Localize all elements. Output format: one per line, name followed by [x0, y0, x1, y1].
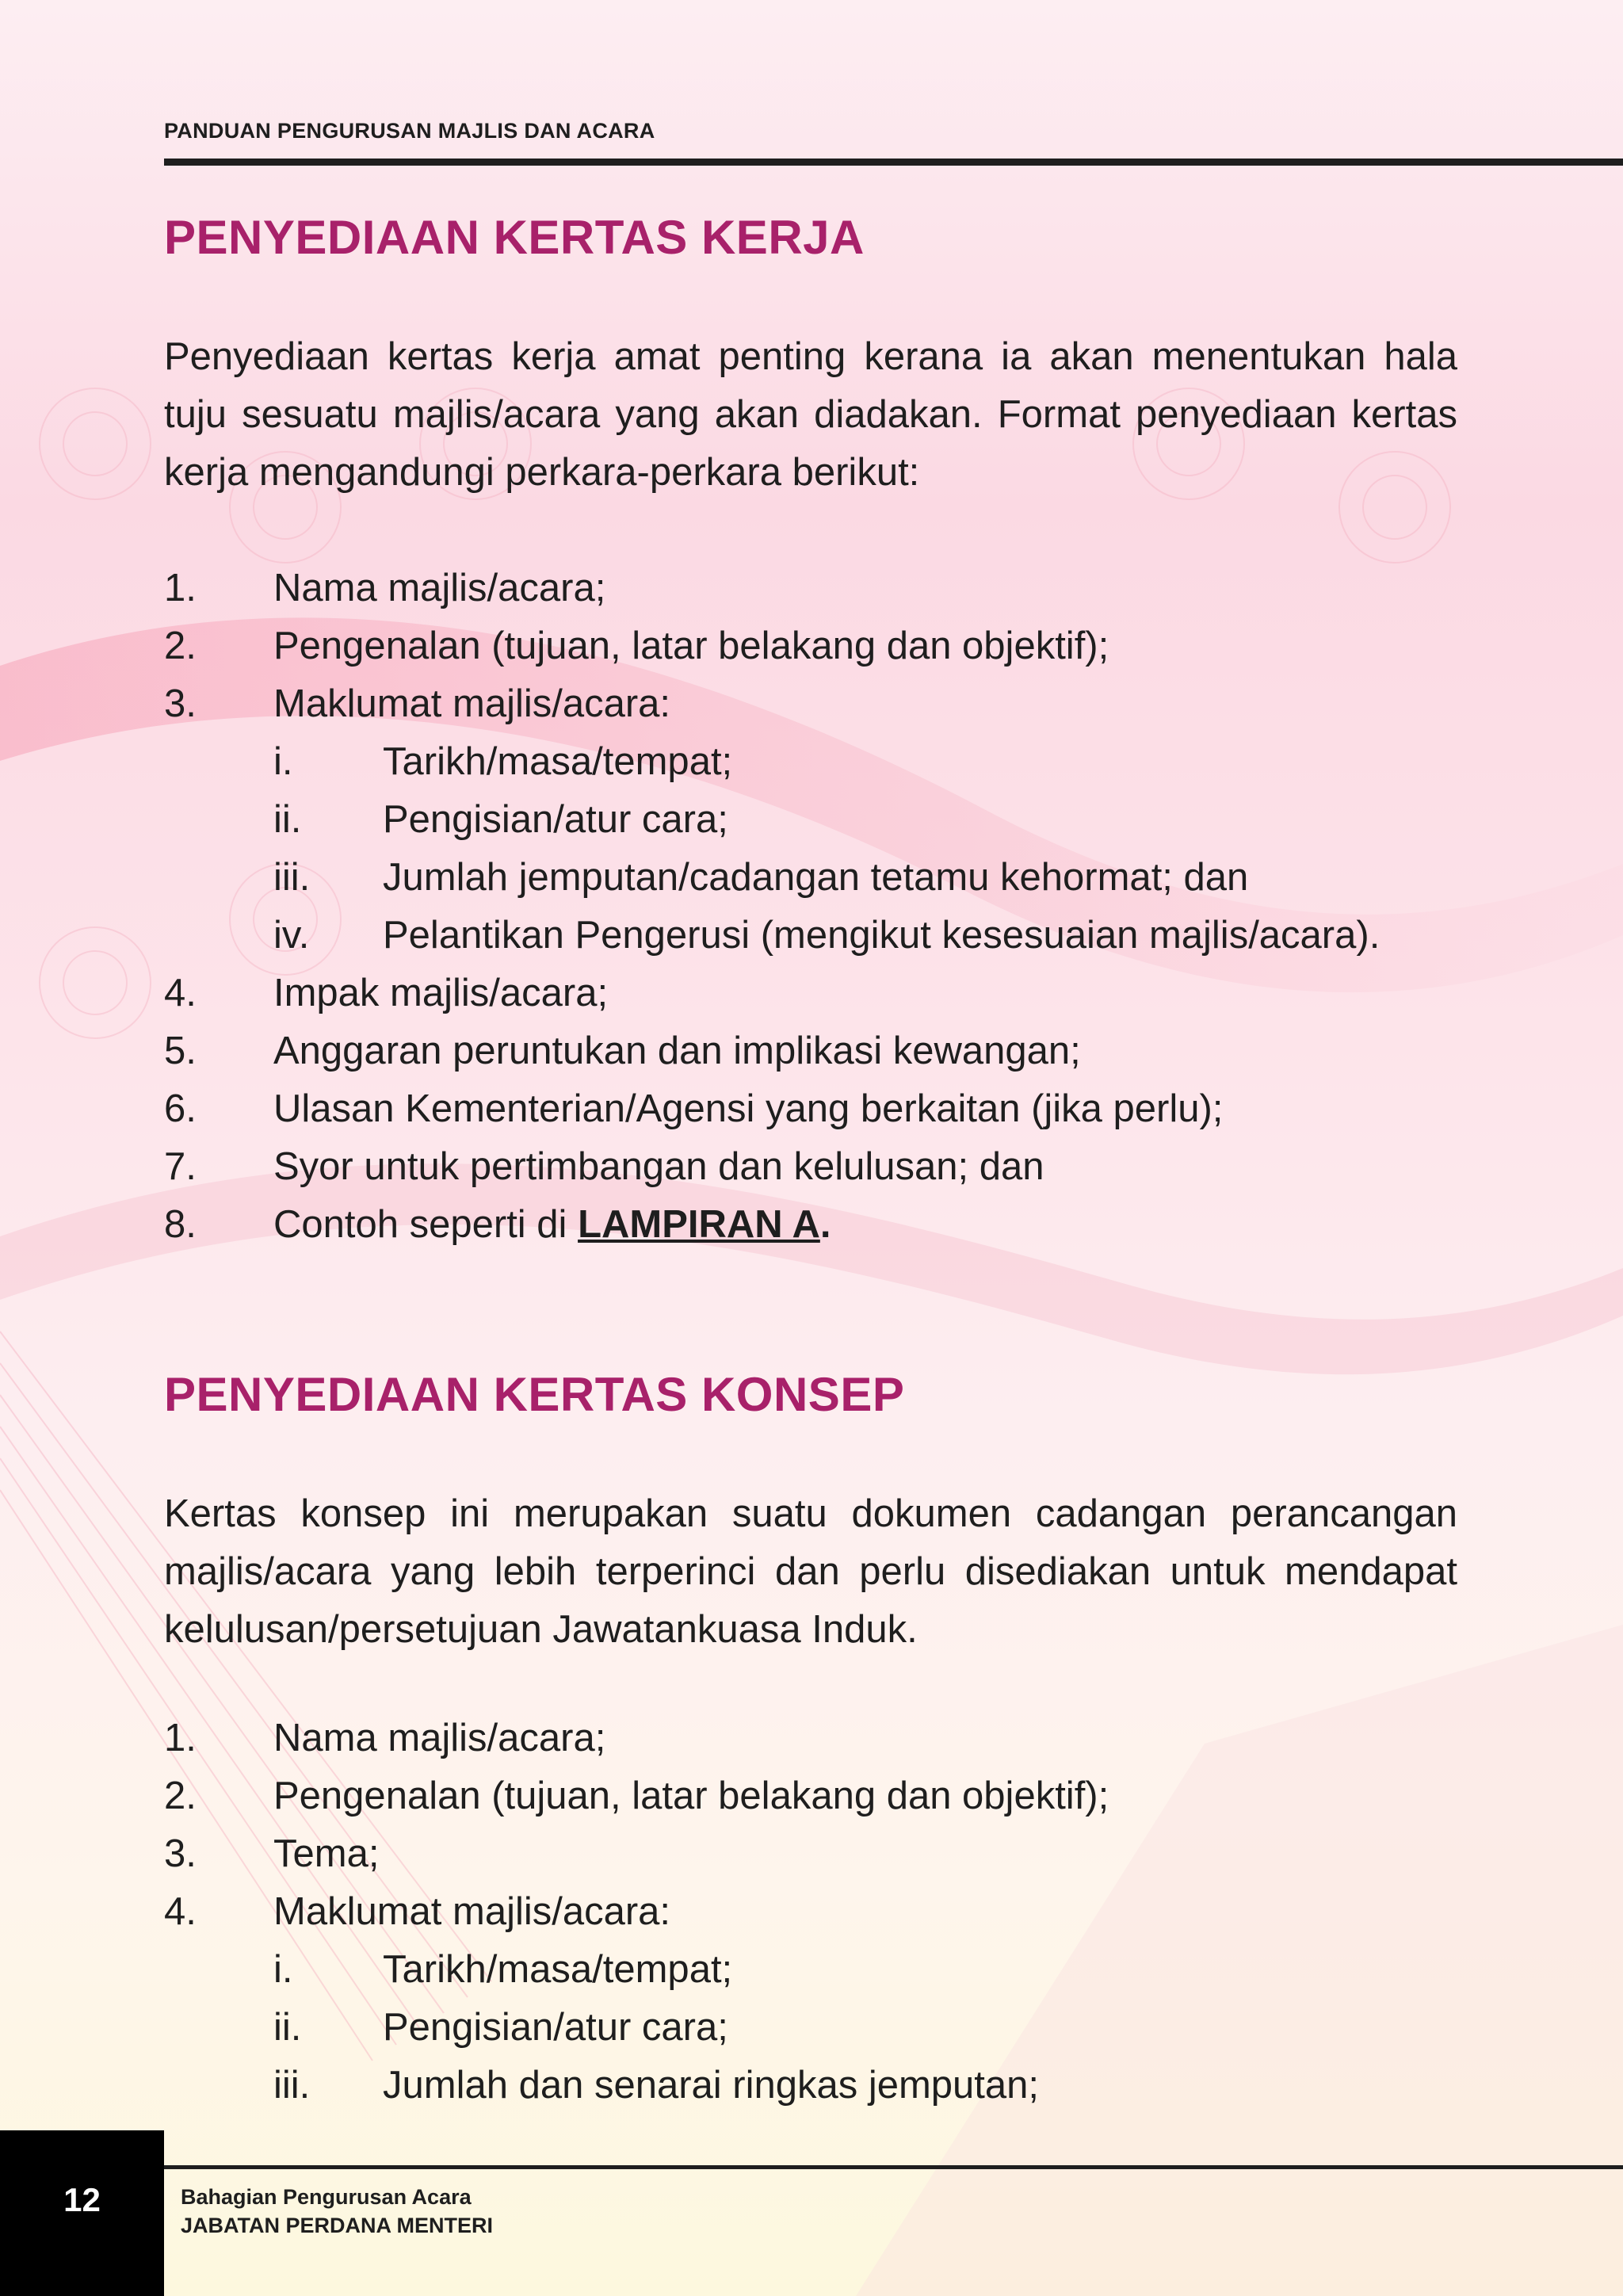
lampiran-a-reference: LAMPIRAN A	[578, 1203, 820, 1246]
page-number: 12	[63, 2181, 101, 2218]
footer-rule	[164, 2165, 1623, 2169]
section-intro-kertas-konsep: Kertas konsep ini merupakan suatu dokumen cadangan perancangan majlis/acara yang lebih terperinci dan perlu disediakan untuk mendapat kelulusan/persetujuan Jawatankuasa Induk.	[164, 1492, 1457, 1651]
running-header: PANDUAN PENGURUSAN MAJLIS DAN ACARA	[164, 119, 655, 143]
section-intro-kertas-kerja: Penyediaan kertas kerja amat penting kerana ia akan menentukan hala tuju sesuatu majlis/acara yang akan diadakan. Format penyediaan kertas kerja mengandungi perkara-perkara berikut:	[164, 335, 1457, 494]
header-rule	[164, 159, 1623, 166]
section-heading-kertas-kerja: PENYEDIAAN KERTAS KERJA	[164, 211, 865, 264]
footer-organization: JABATAN PERDANA MENTERI	[181, 2214, 494, 2237]
page: PANDUAN PENGURUSAN MAJLIS DAN ACARA PENYEDIAAN KERTAS KERJA Penyediaan kertas kerja amat penting kerana ia akan menentukan hala tuju sesuatu majlis/acara yang akan diadakan. Format penyediaan kertas kerja mengandungi perkara-perkara berikut: 1. Nama majlis/acara; 2. Pengenalan (tujuan, latar belakang dan objektif); 3. Maklumat majlis/acara: i. Tarikh/masa/tempat; ii. Pengisian/atur cara; iii. Jumlah jemputan/cadangan tetamu kehormat; dan iv. Pelantikan Pengerusi (mengikut kesesuaian majlis/acara). 4. Impak majlis/acara; 5. Anggaran peruntukan dan implikasi kewangan; 6. Ulasan Kementerian/Agensi yang berkaitan (jika perlu); 7. Syor untuk pertimbangan dan kelulusan; dan 8. Contoh seperti di LAMPIRAN A. PENYEDIAAN KERTAS KONSEP Kertas konsep ini merupakan suatu dokumen cadangan perancangan majlis/acara yang lebih terperinci dan perlu disediakan untuk mendapat kelulusan/persetujuan Jawatankuasa Induk. 1. Nama majlis/acara; 2. Pengenalan (tujuan, latar belakang dan objektif); 3. Tema; 4. Maklumat majlis/acara: i. Tarikh/masa/tempat; ii. Pengisian/atur cara; iii. Jumlah dan senarai ringkas jemputan; 12 Bahagian Pengurusan Acara JABATAN PERDANA MENTERI	[0, 0, 1623, 2296]
section-heading-kertas-konsep: PENYEDIAAN KERTAS KONSEP	[164, 1368, 905, 1421]
footer-department: Bahagian Pengurusan Acara	[181, 2185, 472, 2209]
